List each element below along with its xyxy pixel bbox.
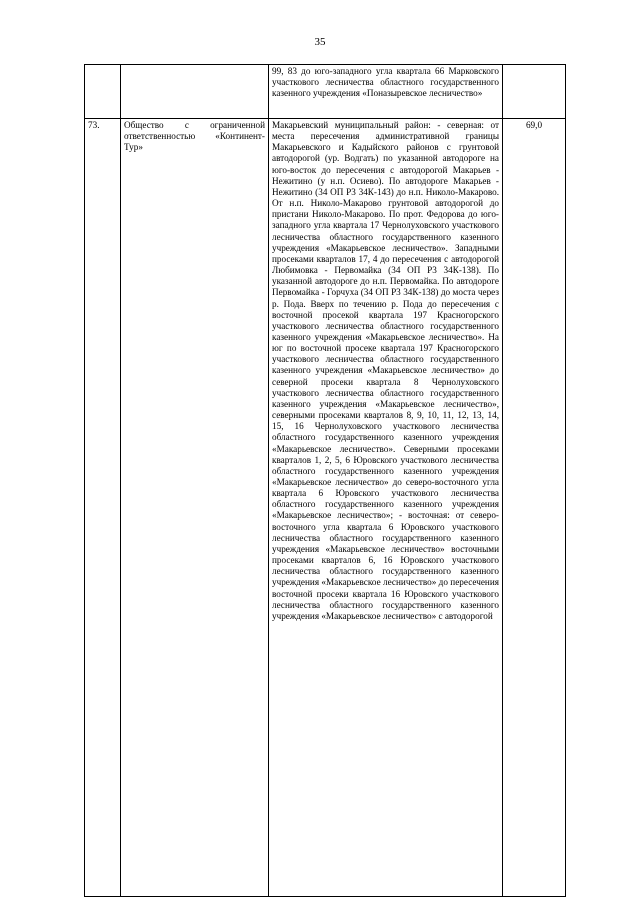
boundary-description-cell: 99, 83 до юго-западного угла квартала 66 Марковского участкового лесничества областного государственного казенного учреждения «Поназыревское лесничество»	[269, 65, 503, 119]
row-number-cell: 73.	[85, 119, 121, 897]
area-cell: 69,0	[503, 119, 566, 897]
boundary-description-cell: Макарьевский муниципальный район: - северная: от места пересечения административной границы Макарьевского и Кадыйского районов с грунтовой автодорогой (ур. Водгать) по указанной автодороге на юго-восток до пересечения с автодорогой Макарьев - Нежитино (у н.п. Осиево). По автодороге Макарьев - Нежитино (34 ОП Р3 34К-143) до н.п. Николо-Макарово. От н.п. Николо-Макарово грунтовой автодорогой до пристани Николо-Макарово. По прот. Федорова до юго-западного угла квартала 17 Чернолуховского участкового лесничества областного государственного казенного учреждения «Макарьевское лесничество». Западными просеками кварталов 17, 4 до пересечения с автодорогой Любимовка - Первомайка (34 ОП Р3 34К-138). По указанной автодороге до н.п. Первомайка. По автодороге Первомайка - Горчуха (34 ОП Р3 34К-138) до моста через р. Пода. Вверх по течению р. Пода до пересечения с восточной просекой квартала 197 Красногорского участкового лесничества областного государственного казенного учреждения «Макарьевское лесничество». На юг по восточной просеке квартала 197 Красногорского участкового лесничества областного государственного казенного учреждения «Макарьевское лесничество» до северной просеки квартала 8 Чернолуховского участкового лесничества областного государственного казенного учреждения «Макарьевское лесничество», северными просеками кварталов 8, 9, 10, 11, 12, 13, 14, 15, 16 Чернолуховского участкового лесничества областного государственного казенного учреждения «Макарьевское лесничество». Северными просеками кварталов 1, 2, 5, 6 Юровского участкового лесничества областного государственного казенного учреждения «Макарьевское лесничество» до северо-восточного угла квартала 6 Юровского участкового лесничества областного государственного казенного учреждения «Макарьевское лесничество»; - восточная: от северо-восточного угла квартала 6 Юровского участкового лесничества областного государственного казенного учреждения «Макарьевское лесничество» восточными просеками кварталов 6, 16 Юровского участкового лесничества областного государственного казенного учреждения «Макарьевское лесничество» до пересечения восточной просеки квартала 16 Юровского участкового лесничества областного государственного казенного учреждения «Макарьевское лесничество» с автодорогой	[269, 119, 503, 897]
organization-cell: Общество с ограниченной ответственностью «Континент-Тур»	[121, 119, 269, 897]
hunting-grounds-table	[84, 64, 566, 897]
row-number-cell	[85, 65, 121, 119]
table-row	[85, 119, 566, 897]
page-number: 35	[314, 36, 326, 48]
area-cell	[503, 65, 566, 119]
table-row-continued	[85, 65, 566, 119]
organization-cell	[121, 65, 269, 119]
